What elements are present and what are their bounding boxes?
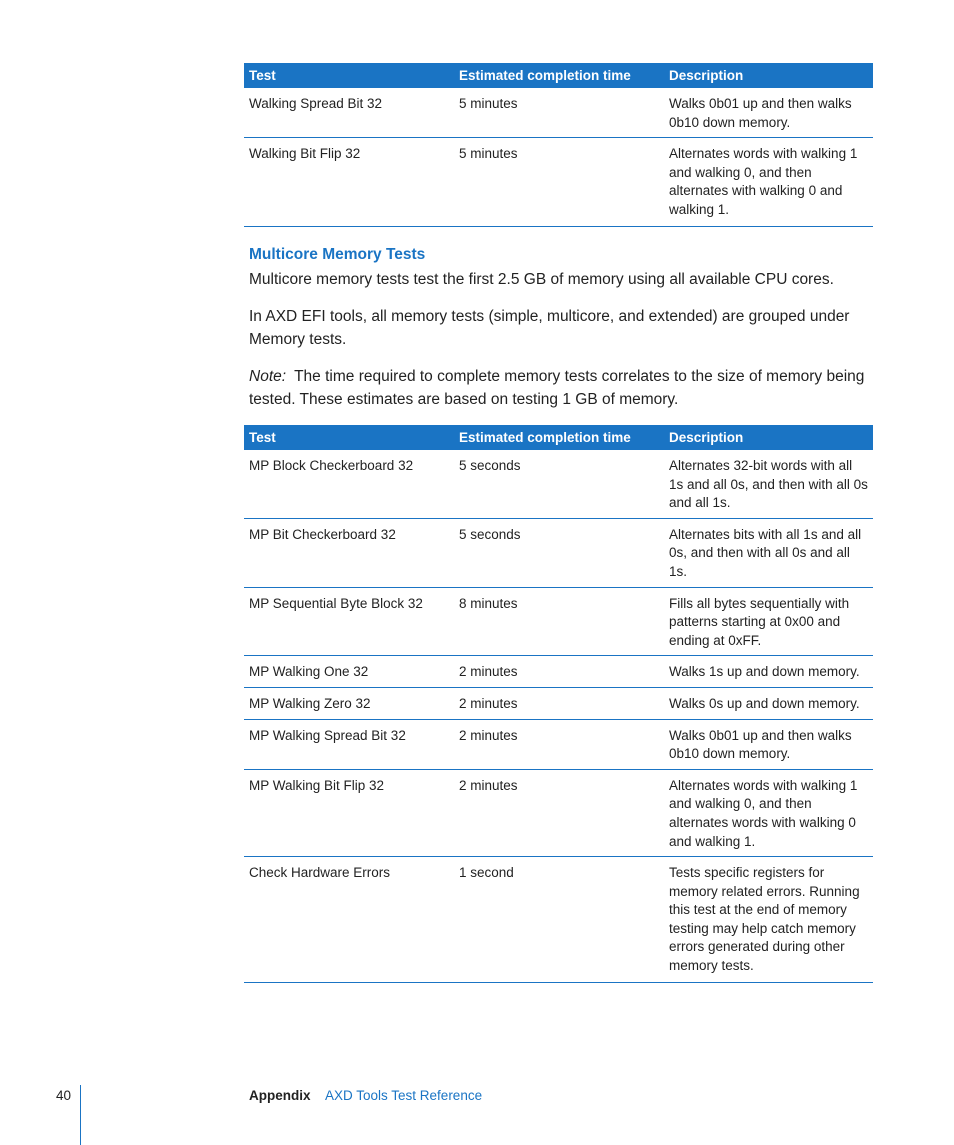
cell-description: Alternates words with walking 1 and walking 0, and then alternates words with walking 0 and walking 1. (664, 769, 873, 856)
note-text: The time required to complete memory tests correlates to the size of memory being tested. These estimates are based on testing 1 GB of memory. (249, 368, 865, 408)
table-row (244, 88, 873, 138)
paragraph-intro: Multicore memory tests test the first 2.5 GB of memory using all available CPU cores. (249, 271, 834, 288)
cell-test: MP Block Checkerboard 32 (244, 450, 454, 518)
table-row (244, 518, 873, 587)
section-title: Multicore Memory Tests (249, 246, 426, 263)
table-header-row (244, 63, 873, 88)
cell-time: 2 minutes (454, 656, 664, 688)
cell-test: MP Walking Zero 32 (244, 687, 454, 719)
cell-description: Alternates 32-bit words with all 1s and all 0s, and then with all 0s and all 1s. (664, 450, 873, 518)
cell-description: Tests specific registers for memory related errors. Running this test at the end of memory testing may help catch memory errors generated during other memory tests. (664, 857, 873, 983)
cell-time: 1 second (454, 857, 664, 983)
cell-test: MP Bit Checkerboard 32 (244, 518, 454, 587)
table-row (244, 719, 873, 769)
column-header-description: Description (664, 425, 873, 450)
table-tests-1 (244, 63, 873, 227)
cell-test: Walking Bit Flip 32 (244, 138, 454, 226)
table-tests-2 (244, 425, 873, 983)
cell-description: Alternates bits with all 1s and all 0s, and then with all 0s and all 1s. (664, 518, 873, 587)
cell-test: MP Sequential Byte Block 32 (244, 587, 454, 656)
table-row (244, 587, 873, 656)
cell-time: 5 minutes (454, 88, 664, 138)
cell-test: MP Walking Spread Bit 32 (244, 719, 454, 769)
table-row (244, 656, 873, 688)
footer-divider (80, 1085, 81, 1145)
table-header-row (244, 425, 873, 450)
cell-test: Check Hardware Errors (244, 857, 454, 983)
cell-description: Fills all bytes sequentially with patterns starting at 0x00 and ending at 0xFF. (664, 587, 873, 656)
table-row (244, 687, 873, 719)
cell-time: 8 minutes (454, 587, 664, 656)
cell-time: 2 minutes (454, 719, 664, 769)
note-paragraph (249, 365, 879, 411)
cell-time: 2 minutes (454, 769, 664, 856)
cell-description: Walks 0b01 up and then walks 0b10 down memory. (664, 719, 873, 769)
cell-description: Walks 0b01 up and then walks 0b10 down memory. (664, 88, 873, 138)
column-header-time: Estimated completion time (454, 425, 664, 450)
note-label: Note: (249, 368, 287, 385)
cell-description: Walks 0s up and down memory. (664, 687, 873, 719)
cell-description: Alternates words with walking 1 and walking 0, and then alternates with walking 0 and walking 1. (664, 138, 873, 226)
cell-time: 5 seconds (454, 518, 664, 587)
cell-test: MP Walking Bit Flip 32 (244, 769, 454, 856)
cell-test: MP Walking One 32 (244, 656, 454, 688)
cell-time: 5 seconds (454, 450, 664, 518)
column-header-time: Estimated completion time (454, 63, 664, 88)
table-row (244, 450, 873, 518)
footer-appendix-label: Appendix (249, 1088, 311, 1103)
table-row (244, 138, 873, 226)
column-header-description: Description (664, 63, 873, 88)
table-row (244, 857, 873, 983)
page-number: 40 (56, 1088, 72, 1103)
footer-chapter-link[interactable]: AXD Tools Test Reference (325, 1088, 483, 1103)
cell-time: 2 minutes (454, 687, 664, 719)
cell-description: Walks 1s up and down memory. (664, 656, 873, 688)
paragraph-grouping: In AXD EFI tools, all memory tests (simple, multicore, and extended) are grouped under Memory tests. (249, 308, 850, 348)
table-row (244, 769, 873, 856)
column-header-test: Test (244, 425, 454, 450)
column-header-test: Test (244, 63, 454, 88)
cell-time: 5 minutes (454, 138, 664, 226)
cell-test: Walking Spread Bit 32 (244, 88, 454, 138)
